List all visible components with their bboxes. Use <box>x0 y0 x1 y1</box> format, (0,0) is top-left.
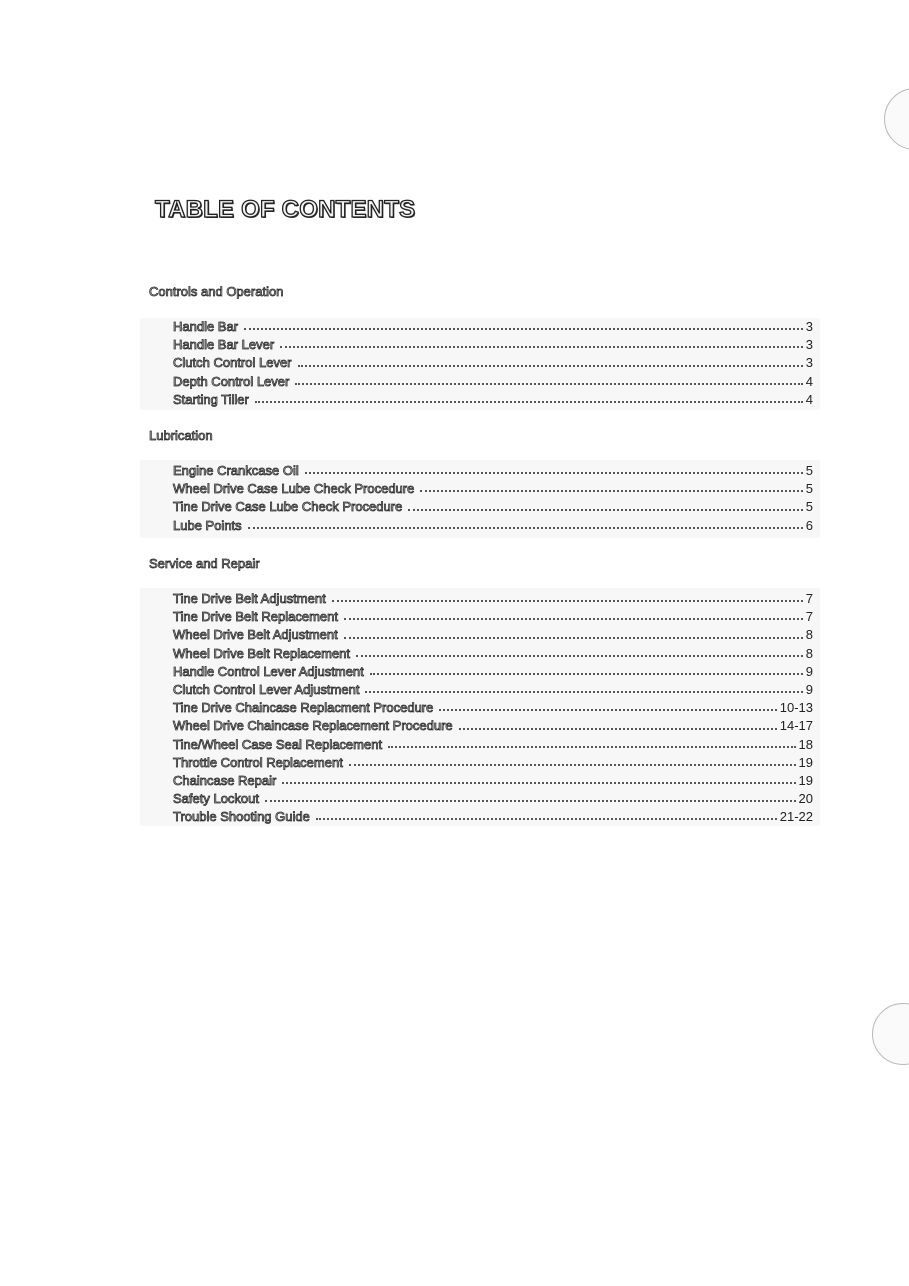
toc-entry-title: Starting Tiller <box>173 391 249 407</box>
toc-entry-page: 6 <box>805 517 813 533</box>
toc-entry[interactable] <box>173 591 813 609</box>
leader-dots <box>408 508 802 511</box>
toc-entry-page: 20 <box>798 791 813 807</box>
toc-entry[interactable] <box>173 481 813 499</box>
toc-entry-page: 5 <box>805 463 813 478</box>
leader-dots <box>459 727 777 730</box>
leader-dots <box>365 690 802 693</box>
toc-entry-page: 5 <box>805 499 813 515</box>
toc-entry-page: 14-17 <box>779 718 813 734</box>
leader-dots <box>356 654 803 657</box>
section-heading-lubrication: Lubrication <box>149 428 213 443</box>
punch-hole-top <box>884 88 909 150</box>
toc-entry[interactable] <box>173 700 813 718</box>
toc-entry-title: Lube Points <box>173 517 242 533</box>
toc-entry-title: Engine Crankcase Oil <box>173 463 299 478</box>
leader-dots <box>305 471 803 474</box>
toc-entry-page: 19 <box>798 772 813 788</box>
toc-entry-title: Tine Drive Belt Adjustment <box>173 591 326 606</box>
toc-entry-page: 4 <box>805 373 813 389</box>
toc-entry[interactable] <box>173 337 813 355</box>
leader-dots <box>255 400 803 403</box>
toc-entry[interactable] <box>173 809 813 827</box>
toc-entry[interactable] <box>173 609 813 627</box>
section-heading-controls: Controls and Operation <box>149 284 284 299</box>
section-entries-lubrication <box>173 463 813 536</box>
toc-entry-title: Handle Control Lever Adjustment <box>173 663 364 679</box>
toc-entry[interactable] <box>173 319 813 337</box>
toc-entry-title: Trouble Shooting Guide <box>173 809 310 825</box>
toc-entry[interactable] <box>173 463 813 481</box>
toc-entry[interactable] <box>173 627 813 645</box>
toc-entry[interactable] <box>173 682 813 700</box>
leader-dots <box>349 763 796 766</box>
toc-entry-title: Depth Control Lever <box>173 373 290 389</box>
toc-entry[interactable] <box>173 646 813 664</box>
toc-entry-page: 7 <box>805 591 813 606</box>
toc-entry-title: Tine Drive Belt Replacement <box>173 609 338 625</box>
toc-entry-page: 10-13 <box>779 700 813 716</box>
toc-entry[interactable] <box>173 374 813 392</box>
leader-dots <box>316 817 777 820</box>
page-title: TABLE OF CONTENTS <box>155 196 416 223</box>
toc-entry-page: 19 <box>798 754 813 770</box>
toc-entry-page: 7 <box>805 609 813 625</box>
toc-entry-page: 3 <box>805 337 813 353</box>
toc-entry-page: 3 <box>805 355 813 371</box>
toc-entry-title: Handle Bar <box>173 319 239 334</box>
toc-entry-title: Throttle Control Replacement <box>173 754 343 770</box>
toc-entry-page: 5 <box>805 481 813 497</box>
leader-dots <box>420 489 802 492</box>
leader-dots <box>344 636 803 639</box>
leader-dots <box>248 526 803 529</box>
toc-entry-title: Clutch Control Lever <box>173 355 292 371</box>
toc-entry-title: Clutch Control Lever Adjustment <box>173 681 360 697</box>
leader-dots <box>295 382 802 385</box>
section-heading-service: Service and Repair <box>149 556 260 571</box>
leader-dots <box>332 599 803 602</box>
toc-entry[interactable] <box>173 773 813 791</box>
toc-entry-page: 8 <box>805 645 813 661</box>
toc-entry-page: 8 <box>805 627 813 643</box>
leader-dots <box>439 708 776 711</box>
toc-entry-page: 18 <box>798 736 813 752</box>
section-entries-service <box>173 591 813 827</box>
toc-entry-title: Tine Drive Chaincase Replacment Procedure <box>173 700 434 716</box>
toc-entry-page: 9 <box>805 681 813 697</box>
toc-entry[interactable] <box>173 355 813 373</box>
toc-entry-page: 4 <box>805 391 813 407</box>
toc-entry-title: Tine Drive Case Lube Check Procedure <box>173 499 403 515</box>
leader-dots <box>244 327 803 330</box>
leader-dots <box>370 672 803 675</box>
leader-dots <box>282 781 795 784</box>
leader-dots <box>388 745 795 748</box>
toc-entry-title: Handle Bar Lever <box>173 337 275 353</box>
toc-entry[interactable] <box>173 664 813 682</box>
punch-hole-bottom <box>872 1003 909 1065</box>
toc-entry-title: Tine/Wheel Case Seal Replacement <box>173 736 383 752</box>
section-entries-controls <box>173 319 813 410</box>
toc-entry[interactable] <box>173 791 813 809</box>
toc-entry-title: Wheel Drive Belt Adjustment <box>173 627 338 643</box>
toc-entry-page: 3 <box>805 319 813 334</box>
toc-entry-page: 21-22 <box>779 809 813 825</box>
toc-entry[interactable] <box>173 755 813 773</box>
leader-dots <box>265 799 796 802</box>
toc-entry[interactable] <box>173 499 813 517</box>
toc-entry[interactable] <box>173 518 813 536</box>
toc-entry[interactable] <box>173 737 813 755</box>
toc-entry[interactable] <box>173 392 813 410</box>
toc-entry-title: Wheel Drive Chaincase Replacement Procedure <box>173 718 453 734</box>
leader-dots <box>280 345 803 348</box>
toc-entry-title: Chaincase Repair <box>173 772 277 788</box>
toc-entry[interactable] <box>173 718 813 736</box>
toc-entry-title: Wheel Drive Case Lube Check Procedure <box>173 481 415 497</box>
leader-dots <box>298 364 803 367</box>
leader-dots <box>344 617 803 620</box>
toc-entry-title: Wheel Drive Belt Replacement <box>173 645 351 661</box>
toc-entry-page: 9 <box>805 663 813 679</box>
toc-entry-title: Safety Lockout <box>173 791 259 807</box>
